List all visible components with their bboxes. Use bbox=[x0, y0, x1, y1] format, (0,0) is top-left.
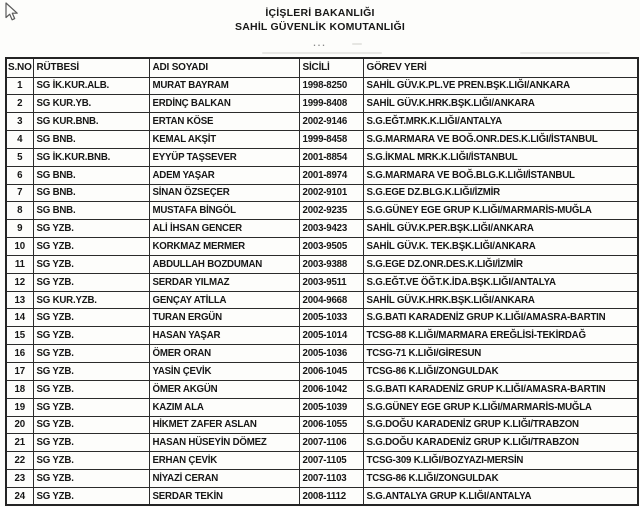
cell-gorev-yeri: S.G.DOĞU KARADENİZ GRUP K.LIĞI/TRABZON bbox=[363, 434, 638, 452]
document-title-line2: SAHİL GÜVENLİK KOMUTANLIĞI bbox=[235, 21, 405, 33]
cell-sno: 13 bbox=[6, 291, 33, 309]
personnel-table bbox=[5, 57, 639, 506]
cell-gorev-yeri: S.G.MARMARA VE BOĞ.ONR.DES.K.LIĞI/İSTANBUL bbox=[363, 131, 638, 149]
cell-adi-soyadi: ÖMER AKGÜN bbox=[149, 380, 299, 398]
column-header-adi-soyadi: ADI SOYADI bbox=[149, 58, 299, 77]
scan-artifact bbox=[262, 52, 382, 54]
cell-sno: 2 bbox=[6, 95, 33, 113]
cell-adi-soyadi: TURAN ERGÜN bbox=[149, 309, 299, 327]
table-row bbox=[6, 131, 638, 149]
cell-adi-soyadi: HASAN YAŞAR bbox=[149, 327, 299, 345]
cell-sno: 14 bbox=[6, 309, 33, 327]
table-header-row bbox=[6, 58, 638, 77]
table-row bbox=[6, 398, 638, 416]
cell-rutbesi: SG KUR.YZB. bbox=[33, 291, 149, 309]
cell-adi-soyadi: SİNAN ÖZSEÇER bbox=[149, 184, 299, 202]
table-row bbox=[6, 291, 638, 309]
document-header bbox=[0, 6, 640, 48]
cell-sno: 12 bbox=[6, 273, 33, 291]
cell-rutbesi: SG YZB. bbox=[33, 273, 149, 291]
table-row bbox=[6, 380, 638, 398]
table-row bbox=[6, 273, 638, 291]
cell-gorev-yeri: S.G.DOĞU KARADENİZ GRUP K.LIĞI/TRABZON bbox=[363, 416, 638, 434]
cell-adi-soyadi: ALİ İHSAN GENCER bbox=[149, 220, 299, 238]
cell-adi-soyadi: ERTAN KÖSE bbox=[149, 113, 299, 131]
cell-adi-soyadi: HİKMET ZAFER ASLAN bbox=[149, 416, 299, 434]
cell-adi-soyadi: ERHAN ÇEVİK bbox=[149, 452, 299, 470]
cell-rutbesi: SG YZB. bbox=[33, 380, 149, 398]
cell-rutbesi: SG YZB. bbox=[33, 363, 149, 381]
cell-gorev-yeri: S.G.İKMAL MRK.K.LIĞI/İSTANBUL bbox=[363, 148, 638, 166]
cell-adi-soyadi: GENÇAY ATİLLA bbox=[149, 291, 299, 309]
cell-rutbesi: SG BNB. bbox=[33, 166, 149, 184]
cell-adi-soyadi: KAZIM ALA bbox=[149, 398, 299, 416]
table-row bbox=[6, 416, 638, 434]
table-row bbox=[6, 309, 638, 327]
table-row bbox=[6, 345, 638, 363]
table-row bbox=[6, 184, 638, 202]
cell-sicili: 1999-8458 bbox=[299, 131, 363, 149]
cell-rutbesi: SG YZB. bbox=[33, 327, 149, 345]
scan-artifact bbox=[520, 52, 610, 54]
cell-sicili: 2005-1014 bbox=[299, 327, 363, 345]
cell-sno: 11 bbox=[6, 255, 33, 273]
cell-sno: 24 bbox=[6, 487, 33, 505]
cell-gorev-yeri: S.G.EGE DZ.ONR.DES.K.LIĞI/İZMİR bbox=[363, 255, 638, 273]
cell-adi-soyadi: KORKMAZ MERMER bbox=[149, 238, 299, 256]
cell-sicili: 1998-8250 bbox=[299, 77, 363, 95]
cell-adi-soyadi: YASİN ÇEVİK bbox=[149, 363, 299, 381]
title-ellipsis: ... bbox=[313, 38, 327, 48]
cell-sicili: 2004-9668 bbox=[299, 291, 363, 309]
table-row bbox=[6, 220, 638, 238]
column-header-sno: S.NO bbox=[6, 58, 33, 77]
cell-sno: 3 bbox=[6, 113, 33, 131]
cell-gorev-yeri: TCSG-309 K.LIĞI/BOZYAZI-MERSİN bbox=[363, 452, 638, 470]
cell-sicili: 2006-1045 bbox=[299, 363, 363, 381]
cell-adi-soyadi: MURAT BAYRAM bbox=[149, 77, 299, 95]
cell-sicili: 2001-8974 bbox=[299, 166, 363, 184]
cell-adi-soyadi: ÖMER ORAN bbox=[149, 345, 299, 363]
cell-sno: 18 bbox=[6, 380, 33, 398]
cell-rutbesi: SG İK.KUR.BNB. bbox=[33, 148, 149, 166]
cell-rutbesi: SG İK.KUR.ALB. bbox=[33, 77, 149, 95]
cell-gorev-yeri: TCSG-86 K.LIĞI/ZONGULDAK bbox=[363, 363, 638, 381]
table-row bbox=[6, 148, 638, 166]
column-header-sicili: SİCİLİ bbox=[299, 58, 363, 77]
cell-sicili: 2007-1103 bbox=[299, 470, 363, 488]
cell-gorev-yeri: SAHİL GÜV.K.PER.BŞK.LIĞI/ANKARA bbox=[363, 220, 638, 238]
cell-sicili: 2006-1042 bbox=[299, 380, 363, 398]
cell-adi-soyadi: SERDAR YILMAZ bbox=[149, 273, 299, 291]
cell-sicili: 2005-1033 bbox=[299, 309, 363, 327]
cell-sicili: 2008-1112 bbox=[299, 487, 363, 505]
cell-rutbesi: SG YZB. bbox=[33, 434, 149, 452]
cell-sno: 15 bbox=[6, 327, 33, 345]
document-title-line1: İÇİŞLERİ BAKANLIĞI bbox=[265, 7, 375, 19]
cell-sno: 17 bbox=[6, 363, 33, 381]
cell-rutbesi: SG YZB. bbox=[33, 255, 149, 273]
table-row bbox=[6, 255, 638, 273]
cell-rutbesi: SG BNB. bbox=[33, 131, 149, 149]
cell-sicili: 2002-9146 bbox=[299, 113, 363, 131]
table-row bbox=[6, 238, 638, 256]
cell-adi-soyadi: ERDİNÇ BALKAN bbox=[149, 95, 299, 113]
table-row bbox=[6, 470, 638, 488]
cell-sicili: 2003-9505 bbox=[299, 238, 363, 256]
cell-adi-soyadi: NİYAZİ CERAN bbox=[149, 470, 299, 488]
cell-sno: 4 bbox=[6, 131, 33, 149]
cell-rutbesi: SG YZB. bbox=[33, 470, 149, 488]
cell-sicili: 2003-9423 bbox=[299, 220, 363, 238]
cell-gorev-yeri: SAHİL GÜV.K.HRK.BŞK.LIĞI/ANKARA bbox=[363, 95, 638, 113]
table-row bbox=[6, 95, 638, 113]
cell-gorev-yeri: SAHİL GÜV.K.PL.VE PREN.BŞK.LIĞI/ANKARA bbox=[363, 77, 638, 95]
cell-adi-soyadi: ADEM YAŞAR bbox=[149, 166, 299, 184]
cell-gorev-yeri: TCSG-86 K.LIĞI/ZONGULDAK bbox=[363, 470, 638, 488]
table-row bbox=[6, 77, 638, 95]
cell-gorev-yeri: S.G.EĞT.VE ÖĞT.K.İDA.BŞK.LIĞI/ANTALYA bbox=[363, 273, 638, 291]
cell-sno: 23 bbox=[6, 470, 33, 488]
cell-sno: 7 bbox=[6, 184, 33, 202]
cell-adi-soyadi: KEMAL AKŞİT bbox=[149, 131, 299, 149]
cell-sicili: 2003-9511 bbox=[299, 273, 363, 291]
cell-rutbesi: SG YZB. bbox=[33, 487, 149, 505]
cell-rutbesi: SG YZB. bbox=[33, 345, 149, 363]
cell-gorev-yeri: S.G.BATI KARADENİZ GRUP K.LIĞI/AMASRA-BARTIN bbox=[363, 380, 638, 398]
table-row bbox=[6, 202, 638, 220]
cell-gorev-yeri: S.G.EGE DZ.BLG.K.LIĞI/İZMİR bbox=[363, 184, 638, 202]
cell-sno: 1 bbox=[6, 77, 33, 95]
cell-sno: 6 bbox=[6, 166, 33, 184]
table-row bbox=[6, 113, 638, 131]
cell-sicili: 1999-8408 bbox=[299, 95, 363, 113]
table-row bbox=[6, 434, 638, 452]
cell-gorev-yeri: SAHİL GÜV.K.HRK.BŞK.LIĞI/ANKARA bbox=[363, 291, 638, 309]
cell-gorev-yeri: S.G.ANTALYA GRUP K.LIĞI/ANTALYA bbox=[363, 487, 638, 505]
cell-rutbesi: SG BNB. bbox=[33, 202, 149, 220]
cell-sno: 16 bbox=[6, 345, 33, 363]
cell-sicili: 2005-1039 bbox=[299, 398, 363, 416]
cell-sicili: 2006-1055 bbox=[299, 416, 363, 434]
cell-rutbesi: SG YZB. bbox=[33, 220, 149, 238]
cell-gorev-yeri: S.G.GÜNEY EGE GRUP K.LIĞI/MARMARİS-MUĞLA bbox=[363, 398, 638, 416]
cell-sno: 21 bbox=[6, 434, 33, 452]
table-row bbox=[6, 363, 638, 381]
table-row bbox=[6, 487, 638, 505]
cell-adi-soyadi: EYYÜP TAŞSEVER bbox=[149, 148, 299, 166]
cell-sicili: 2005-1036 bbox=[299, 345, 363, 363]
cell-rutbesi: SG YZB. bbox=[33, 398, 149, 416]
cell-adi-soyadi: HASAN HÜSEYİN DÖMEZ bbox=[149, 434, 299, 452]
cell-rutbesi: SG YZB. bbox=[33, 309, 149, 327]
cell-gorev-yeri: SAHİL GÜV.K. TEK.BŞK.LIĞI/ANKARA bbox=[363, 238, 638, 256]
cell-sicili: 2002-9235 bbox=[299, 202, 363, 220]
cell-adi-soyadi: SERDAR TEKİN bbox=[149, 487, 299, 505]
table-row bbox=[6, 327, 638, 345]
cell-gorev-yeri: S.G.BATI KARADENİZ GRUP K.LIĞI/AMASRA-BARTIN bbox=[363, 309, 638, 327]
table-row bbox=[6, 452, 638, 470]
cell-gorev-yeri: TCSG-71 K.LIĞI/GİRESUN bbox=[363, 345, 638, 363]
cell-rutbesi: SG YZB. bbox=[33, 452, 149, 470]
cell-adi-soyadi: MUSTAFA BİNGÖL bbox=[149, 202, 299, 220]
cell-rutbesi: SG BNB. bbox=[33, 184, 149, 202]
column-header-gorev-yeri: GÖREV YERİ bbox=[363, 58, 638, 77]
cell-rutbesi: SG KUR.BNB. bbox=[33, 113, 149, 131]
cell-adi-soyadi: ABDULLAH BOZDUMAN bbox=[149, 255, 299, 273]
cell-sno: 19 bbox=[6, 398, 33, 416]
cell-gorev-yeri: S.G.GÜNEY EGE GRUP K.LIĞI/MARMARİS-MUĞLA bbox=[363, 202, 638, 220]
cell-sicili: 2001-8854 bbox=[299, 148, 363, 166]
cell-sno: 5 bbox=[6, 148, 33, 166]
cell-gorev-yeri: S.G.MARMARA VE BOĞ.BLG.K.LIĞI/İSTANBUL bbox=[363, 166, 638, 184]
cell-sno: 10 bbox=[6, 238, 33, 256]
table-body bbox=[6, 77, 638, 505]
cell-rutbesi: SG YZB. bbox=[33, 238, 149, 256]
cell-rutbesi: SG KUR.YB. bbox=[33, 95, 149, 113]
cell-sicili: 2003-9388 bbox=[299, 255, 363, 273]
table-row bbox=[6, 166, 638, 184]
column-header-rutbesi: RÜTBESİ bbox=[33, 58, 149, 77]
cell-gorev-yeri: S.G.EĞT.MRK.K.LIĞI/ANTALYA bbox=[363, 113, 638, 131]
cell-sicili: 2007-1105 bbox=[299, 452, 363, 470]
cell-rutbesi: SG YZB. bbox=[33, 416, 149, 434]
cell-sno: 22 bbox=[6, 452, 33, 470]
cell-sno: 8 bbox=[6, 202, 33, 220]
scan-artifact bbox=[352, 43, 362, 45]
cell-sicili: 2007-1106 bbox=[299, 434, 363, 452]
cell-sno: 9 bbox=[6, 220, 33, 238]
cell-gorev-yeri: TCSG-88 K.LIĞI/MARMARA EREĞLİSİ-TEKİRDAĞ bbox=[363, 327, 638, 345]
cell-sicili: 2002-9101 bbox=[299, 184, 363, 202]
cell-sno: 20 bbox=[6, 416, 33, 434]
